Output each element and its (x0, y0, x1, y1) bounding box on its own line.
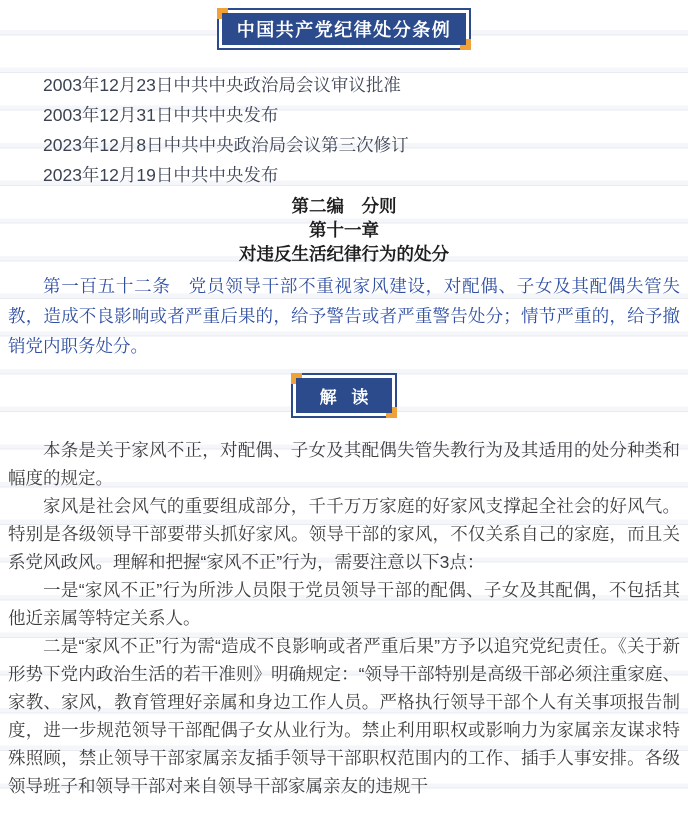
date-line: 2003年12月23日中共中央政治局会议审议批准 (43, 75, 401, 95)
article-152-text: 第一百五十二条 党员领导干部不重视家风建设，对配偶、子女及其配偶失管失教，造成不良影响或者严重后果的，给予警告或者严重警告处分；情节严重的，给予撤销党内职务处分。 (8, 276, 680, 356)
interpretation-body (8, 436, 680, 800)
date-line: 2023年12月19日中共中央发布 (43, 165, 279, 185)
date-line: 2023年12月8日中共中央政治局会议第三次修订 (43, 135, 409, 155)
heading-chapter: 第十一章 (309, 220, 379, 240)
interpretation-paragraph: 本条是关于家风不正，对配偶、子女及其配偶失管失教行为及其适用的处分种类和幅度的规定。 (8, 440, 680, 488)
interpretation-banner (291, 373, 398, 418)
section-headings (8, 194, 680, 266)
interpretation-paragraph: 一是“家风不正”行为所涉人员限于党员领导干部的配偶、子女及其配偶，不包括其他近亲属等特定关系人。 (8, 580, 680, 628)
document-title: 中国共产党纪律处分条例 (222, 13, 467, 45)
publication-dates (8, 70, 680, 190)
heading-chapter-title: 对违反生活纪律行为的处分 (239, 244, 449, 264)
interpretation-paragraph: 家风是社会风气的重要组成部分，千千万万家庭的好家风支撑起全社会的好风气。特别是各级领导干部要带头抓好家风。领导干部的家风，不仅关系自己的家庭，而且关系党风政风。理解和把握“家风不正”行为，需要注意以下3点： (8, 496, 680, 572)
heading-part: 第二编 分则 (291, 196, 397, 216)
interpretation-banner-label: 解 读 (296, 378, 393, 413)
interpretation-paragraph: 二是“家风不正”行为需“造成不良影响或者严重后果”方予以追究党纪责任。《关于新形势下党内政治生活的若干准则》明确规定：“领导干部特别是高级干部必须注重家庭、家教、家风，教育管理好亲属和身边工作人员。严格执行领导干部个人有关事项报告制度，进一步规范领导干部配偶子女从业行为。禁止利用职权或影响力为家属亲友谋求特殊照顾，禁止领导干部家属亲友插手领导干部职权范围内的工作、插手人事安排。各级领导班子和领导干部对来自领导干部家属亲友的违规干 (8, 636, 680, 796)
date-line: 2003年12月31日中共中央发布 (43, 105, 279, 125)
title-banner (217, 8, 472, 50)
